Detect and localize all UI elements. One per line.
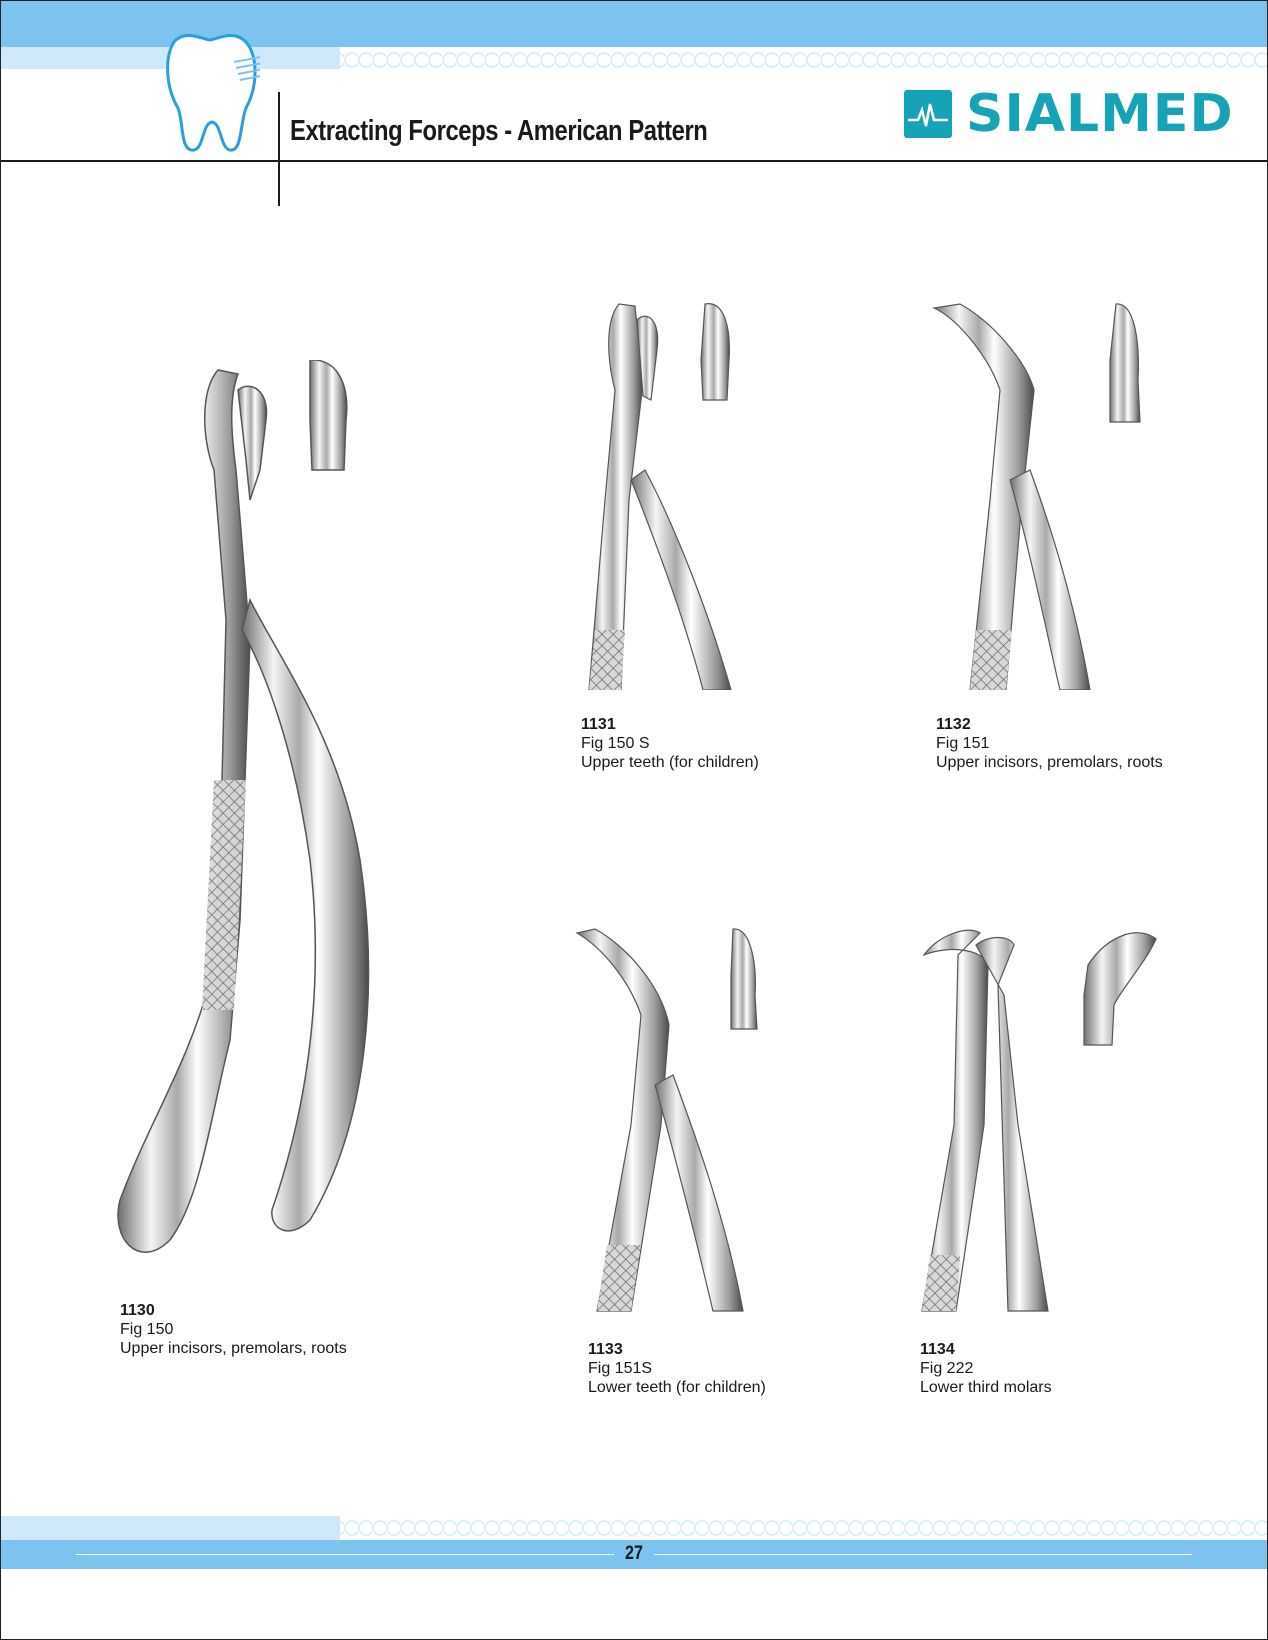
forceps-image-1131 [585, 300, 765, 690]
footer-light-band [0, 1516, 340, 1540]
product-fig: Fig 222 [920, 1360, 974, 1377]
product-description: Lower teeth (for children) [588, 1379, 766, 1396]
product-description: Lower third molars [920, 1379, 1052, 1396]
product-fig: Fig 151 [936, 735, 990, 752]
product-fig: Fig 151S [588, 1360, 653, 1377]
forceps-image-1134 [918, 925, 1168, 1315]
page-title: Extracting Forceps - American Pattern [290, 115, 708, 147]
product-caption-1130 [120, 1301, 347, 1358]
page-number: 27 [625, 1543, 643, 1564]
brand-name: SIALMED [966, 84, 1234, 144]
product-description: Upper teeth (for children) [581, 754, 759, 771]
header-divider [278, 92, 280, 206]
product-caption-1133 [588, 1340, 766, 1397]
product-code: 1133 [588, 1341, 623, 1358]
header-rule [0, 160, 1268, 162]
heartbeat-icon [904, 90, 952, 138]
product-code: 1131 [581, 716, 616, 733]
brand-logo [904, 84, 1234, 144]
product-code: 1134 [920, 1341, 955, 1358]
product-description: Upper incisors, premolars, roots [936, 754, 1163, 771]
product-caption-1131 [581, 715, 759, 772]
header-ring-pattern [330, 47, 1268, 73]
product-fig: Fig 150 [120, 1321, 174, 1338]
product-code: 1132 [936, 716, 971, 733]
product-caption-1132 [936, 715, 1163, 772]
forceps-image-1130 [110, 360, 400, 1280]
product-fig: Fig 150 S [581, 735, 650, 752]
forceps-image-1133 [575, 925, 775, 1315]
footer-ring-pattern [330, 1516, 1268, 1540]
product-code: 1130 [120, 1302, 155, 1319]
product-caption-1134 [920, 1340, 1052, 1397]
product-description: Upper incisors, premolars, roots [120, 1340, 347, 1357]
forceps-image-1132 [930, 300, 1170, 690]
tooth-icon [160, 28, 260, 160]
